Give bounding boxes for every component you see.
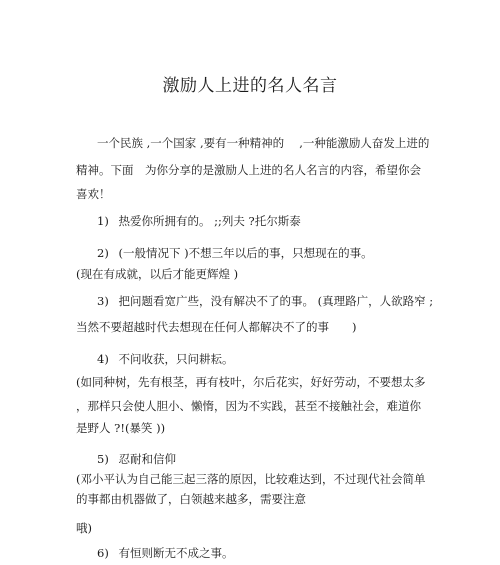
quote-3 (97, 293, 433, 309)
intro-line-3: 喜欢！ (76, 187, 111, 201)
intro-line-2: 精神。下面 为你分享的是激励人上进的名人名言的内容，希望你会 (76, 163, 421, 177)
quote-1-number: 1) (97, 214, 109, 228)
quote-5 (97, 451, 176, 467)
quote-2-note-1: (现在有成就，以后才能更辉煌 ) (76, 267, 239, 281)
quote-1 (97, 213, 301, 229)
quote-3-note-1: 当然不要超越时代去想现在任何人都解决不了的事 ) (76, 320, 357, 334)
quote-6-number: 6) (97, 546, 109, 560)
quote-1-text: 热爱你所拥有的。 ;;列夫 ?托尔斯泰 (118, 214, 301, 228)
quote-5-text: 忍耐和信仰 (118, 452, 176, 466)
intro-line-1: 一个民族 ,一个国家 ,要有一种精神的 ,一种能激励人奋发上进的 (97, 136, 430, 150)
quote-5-note-1: (邓小平认为自己能三起三落的原因，比较难达到，不过现代社会简单 (76, 472, 426, 486)
quote-2-number: 2) (97, 246, 109, 260)
quote-3-number: 3) (97, 294, 109, 308)
quote-3-text: 把问题看宽广些，没有解决不了的事。 (真理路广，人欲路窄 ; (118, 294, 434, 308)
quote-4-number: 4) (97, 352, 109, 366)
quote-6 (97, 545, 233, 561)
quote-5-note-2: 的事都由机器做了，白领越来越多，需要注意 (76, 492, 306, 506)
quote-4-note-2: ，那样只会使人胆小、懒惰，因为不实践，甚至不接触社会，难道你 (76, 399, 421, 413)
quote-5-note-3: 哦) (76, 521, 92, 535)
quote-5-number: 5) (97, 452, 109, 466)
quote-4 (97, 351, 233, 367)
quote-4-text: 不问收获，只问耕耘。 (118, 352, 234, 366)
quote-4-note-1: (如同种树，先有根茎，再有枝叶，尔后花实，好好劳动，不要想太多 (76, 375, 426, 389)
quote-4-note-3: 是野人 ?!(暴笑 )) (76, 421, 166, 435)
quote-6-text: 有恒则断无不成之事。 (118, 546, 234, 560)
quote-2 (97, 245, 373, 261)
document-title: 激励人上进的名人名言 (162, 76, 338, 96)
quote-2-text: (一般情况下 )不想三年以后的事，只想现在的事。 (118, 246, 373, 260)
